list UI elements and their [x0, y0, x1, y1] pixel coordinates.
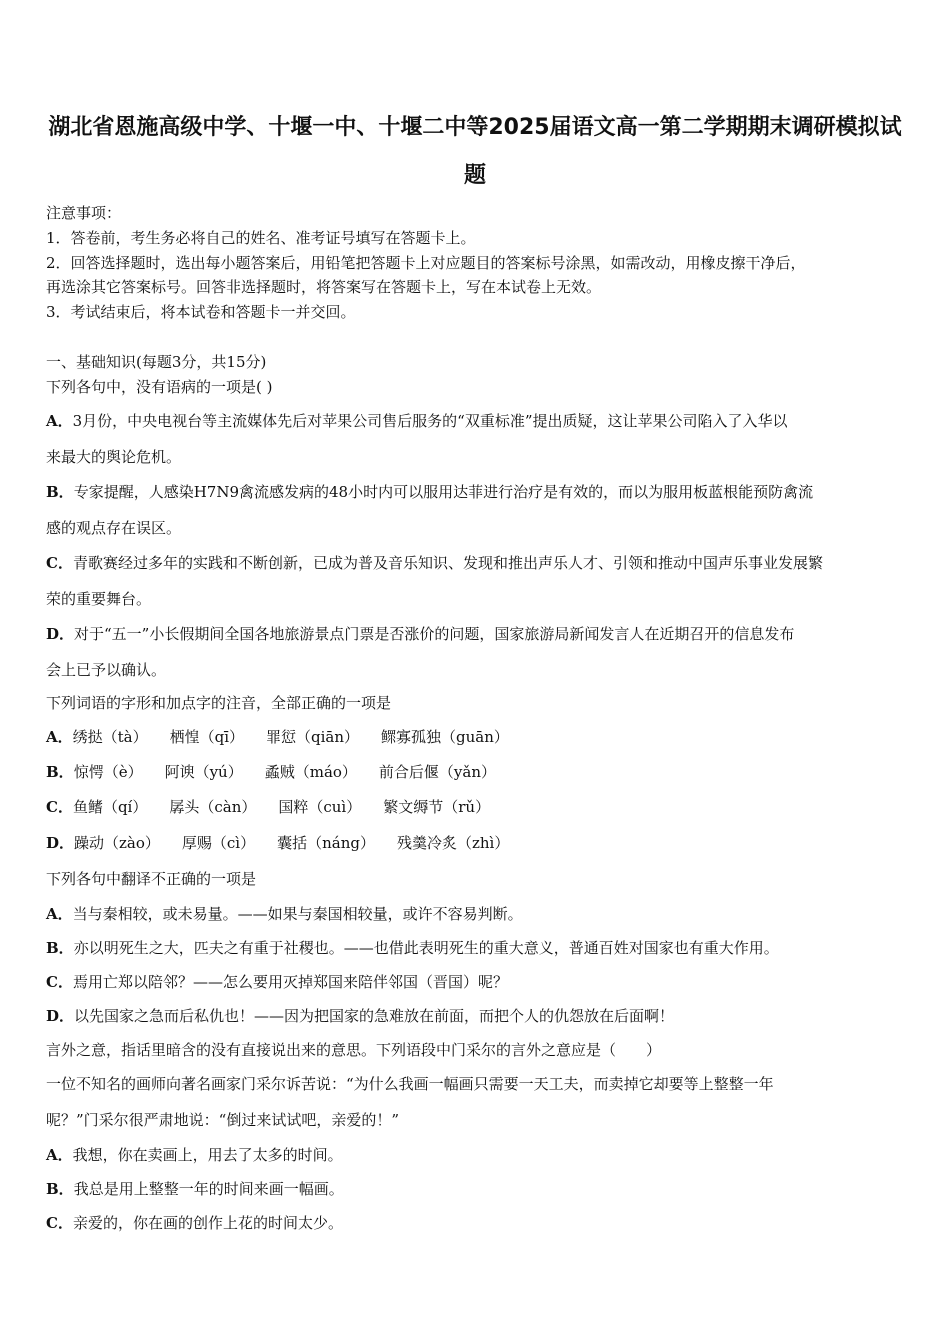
option-text: 我总是用上整整一年的时间来画一幅画。	[73, 1180, 344, 1198]
option-text: 亲爱的，你在画的创作上花的时间太少。	[72, 1214, 343, 1232]
option-label: D．	[46, 625, 75, 643]
option-label: C．	[46, 1214, 73, 1232]
q1-stem: 下列各句中，没有语病的一项是( )	[46, 378, 273, 396]
word-item: 前合后偃（yǎn）	[378, 763, 497, 781]
q1-option-b	[46, 481, 813, 502]
word-item: 栖惶（qī）	[169, 728, 245, 746]
q2-option-c	[46, 796, 512, 817]
q4-passage: 一位不知名的画师向著名画家门采尔诉苦说：“为什么我画一幅画只需要一天工夫，而卖掉它却要等上整整一年	[46, 1075, 774, 1093]
option-label: B．	[46, 939, 74, 957]
option-text: 专家提醒，人感染H7N9禽流感发病的48小时内可以服用达菲进行治疗是有效的，而以为服用板蓝根能预防禽流	[73, 483, 814, 501]
word-item: 躁动（zào）	[74, 834, 160, 852]
q1-option-c-cont: 荣的重要舞台。	[46, 590, 152, 608]
word-item: 罪愆（qiān）	[266, 728, 360, 746]
word-item: 蟊贼（máo）	[264, 763, 357, 781]
option-label: A．	[46, 412, 73, 430]
q2-option-b	[46, 761, 518, 782]
q2-stem: 下列词语的字形和加点字的注音，全部正确的一项是	[46, 694, 392, 712]
word-item: 阿谀（yú）	[164, 763, 243, 781]
option-label: C．	[46, 973, 73, 991]
word-item: 鱼鳍（qí）	[72, 798, 148, 816]
option-label: A．	[46, 1146, 73, 1164]
q4-option-b	[46, 1178, 344, 1199]
q3-option-c	[46, 971, 508, 992]
notice-item-2-cont: 再选涂其它答案标号。回答非选择题时，将答案写在答题卡上，写在本试卷上无效。	[46, 278, 602, 296]
q3-option-d	[46, 1005, 674, 1026]
q1-option-a-cont: 来最大的舆论危机。	[46, 448, 182, 466]
q1-option-c	[46, 552, 823, 573]
option-text: 我想，你在卖画上，用去了太多的时间。	[72, 1146, 343, 1164]
option-label: D．	[46, 834, 75, 852]
word-item: 厚赐（cì）	[181, 834, 256, 852]
option-text: 亦以明死生之大，匹夫之有重于社稷也。——也借此表明死生的重大意义，普通百姓对国家也有重大作用。	[73, 939, 779, 957]
option-text: 对于“五一”小长假期间全国各地旅游景点门票是否涨价的问题，国家旅游局新闻发言人在近期召开的信息发布	[74, 625, 795, 643]
q4-passage-cont: 呢？”门采尔很严肃地说：“倒过来试试吧，亲爱的！”	[46, 1111, 400, 1129]
word-item: 残羹冷炙（zhì）	[396, 834, 510, 852]
q4-option-c	[46, 1212, 343, 1233]
option-label: A．	[46, 905, 73, 923]
option-label: C．	[46, 554, 73, 572]
option-label: B．	[46, 763, 74, 781]
word-item: 国粹（cuì）	[278, 798, 362, 816]
option-text: 当与秦相较，或未易量。——如果与秦国相较量，或许不容易判断。	[72, 905, 523, 923]
q3-stem: 下列各句中翻译不正确的一项是	[46, 870, 257, 888]
option-label: B．	[46, 1180, 74, 1198]
word-item: 鳏寡孤独（guān）	[381, 728, 509, 746]
page-title: 湖北省恩施高级中学、十堰一中、十堰二中等2025届语文高一第二学期期末调研模拟试题	[48, 115, 902, 188]
q1-option-b-cont: 感的观点存在误区。	[46, 519, 182, 537]
word-item: 惊愕（è）	[73, 763, 143, 781]
q4-option-a	[46, 1144, 343, 1165]
word-item: 囊括（náng）	[277, 834, 375, 852]
q2-option-a	[46, 726, 531, 747]
option-label: A．	[46, 728, 73, 746]
q1-option-d-cont: 会上已予以确认。	[46, 661, 167, 679]
q1-option-d	[46, 623, 794, 644]
word-item: 繁文缛节（rǔ）	[383, 798, 491, 816]
notice-item-3: 3．考试结束后，将本试卷和答题卡一并交回。	[46, 303, 356, 321]
option-label: D．	[46, 1007, 75, 1025]
option-text: 3月份，中央电视台等主流媒体先后对苹果公司售后服务的“双重标准”提出质疑，这让苹果公司陷入了入华以	[72, 412, 788, 430]
q1-option-a	[46, 410, 788, 431]
option-label: C．	[46, 798, 73, 816]
option-label: B．	[46, 483, 74, 501]
word-item: 绣挞（tà）	[72, 728, 148, 746]
q3-option-b	[46, 937, 779, 958]
option-text: 以先国家之急而后私仇也！——因为把国家的急难放在前面，而把个人的仇怨放在后面啊！	[74, 1007, 675, 1025]
q4-stem: 言外之意，指话里暗含的没有直接说出来的意思。下列语段中门采尔的言外之意应是（ ）	[46, 1041, 662, 1059]
word-item: 孱头（càn）	[169, 798, 257, 816]
option-text: 青歌赛经过多年的实践和不断创新，已成为普及音乐知识、发现和推出声乐人才、引领和推动中国声乐事业发展繁	[72, 554, 823, 572]
q2-option-d	[46, 832, 531, 853]
notice-item-1: 1．答卷前，考生务必将自己的姓名、准考证号填写在答题卡上。	[46, 229, 476, 247]
option-text: 焉用亡郑以陪邻？——怎么要用灭掉郑国来陪伴邻国（晋国）呢？	[72, 973, 508, 991]
q3-option-a	[46, 903, 523, 924]
section-heading: 一、基础知识(每题3分，共15分)	[46, 353, 267, 371]
notice-item-2: 2．回答选择题时，选出每小题答案后，用铅笔把答题卡上对应题目的答案标号涂黑，如需改动，用橡皮擦干净后，	[46, 254, 806, 272]
notice-heading: 注意事项：	[46, 204, 122, 222]
